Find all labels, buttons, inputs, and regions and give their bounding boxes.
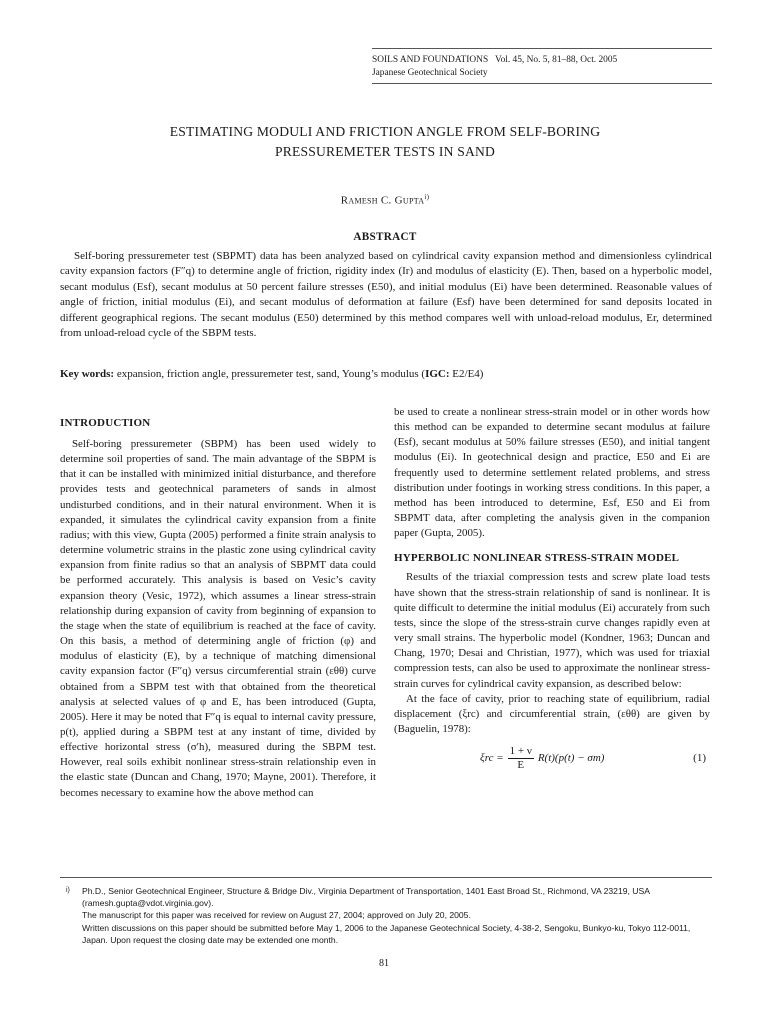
equation-numerator: 1 + ν: [509, 744, 532, 757]
introduction-heading: INTRODUCTION: [60, 417, 151, 429]
keywords-list: expansion, friction angle, pressuremeter test, sand, Young’s modulus (: [114, 368, 426, 380]
equation-lhs: ξrc =: [480, 751, 504, 764]
equation-denominator: E: [517, 758, 525, 771]
hyperbolic-model-paragraph-1: Results of the triaxial compression tests and screw plate load tests have shown that the stress-strain relationship of sand is nonlinear. It is quite difficult to determine the initial modulus (Ei) accurately from such tests, since the slope of the stress-strain curve changes rapidly even at very small strains. The hyperbolic model (Kondner, 1963; Duncan and Chang, 1970; Desai and Christian, 1977), which was used for triaxial compression tests, can also be used to approximate the nonlinear stress-strain curves for cylindrical cavity expansion, as described below:: [394, 571, 710, 690]
footnote-discussion: Written discussions on this paper should be submitted before May 1, 2006 to the Japanese Geotechnical Society, 4-38-2, Sengoku, Bunkyo-ku, Tokyo 112-0011, Japan. Upon request the closing date may be extended one month.: [82, 922, 691, 945]
footnote-received: The manuscript for this paper was received for review on August 27, 2004; approved on July 20, 2005.: [82, 910, 471, 921]
equation-1: [394, 741, 710, 775]
hyperbolic-model-heading: HYPERBOLIC NONLINEAR STRESS-STRAIN MODEL: [394, 552, 680, 565]
paper-title-line-1: ESTIMATING MODULI AND FRICTION ANGLE FROM SELF-BORING: [169, 124, 601, 139]
equation-fraction: [508, 745, 534, 772]
right-column: [394, 405, 710, 775]
keywords: [60, 367, 712, 382]
paper-title: [60, 122, 710, 162]
page-number: 81: [379, 958, 389, 969]
author-footnote-mark: i): [424, 193, 430, 201]
keywords-label: Key words:: [60, 368, 115, 380]
journal-citation: SOILS AND FOUNDATIONS Vol. 45, No. 5, 81–88, Oct. 2005: [372, 55, 618, 65]
author-line: [60, 193, 710, 207]
introduction-continued-paragraph: be used to create a nonlinear stress-strain model or in other words how this method can be expanded to determine secant modulus at failure (Esf), secant modulus at 50% failure stresses (E50), and initial tangent modulus (Ei). In geotechnical design and practice, E50 and Ei are frequently used to determine settlement related problems, and stress distribution under footings in working stress conditions. In this paper, a method has been introduced to determine, Esf, E50 and Ei from SBPMT data, after completing the analysis given in the companion paper (Gupta, 2005).: [394, 406, 710, 540]
footnote-mark: i): [66, 887, 70, 894]
left-column: [60, 416, 376, 801]
abstract-text: Self-boring pressuremeter test (SBPMT) data has been analyzed based on cylindrical cavity expansion method and dimensionless cylindrical cavity expansion factors (F″q) to determine angle of friction, rigidity index (Ir) and modulus of elasticity (E). Then, based on a hyperbolic model, secant modulus (Esf), secant modulus at 50 percent failure stresses (E50), and initial modulus (Ei) have been determined. Reasonable values of angle of friction, initial modulus (Ei), and secant modulus of deformation at failure (Esf) have been determined for sand deposits located in different geographical regions. The secant modulus (E50) determined by this method compares well with unload-reload modulus, Er, determined from unload-reload cycle of the SBPM tests.: [60, 250, 712, 340]
hyperbolic-model-paragraph-2: At the face of cavity, prior to reaching state of equilibrium, radial displacement (ξrc) and circumferential strain, (εθθ) are given by (Baguelin, 1978):: [394, 692, 710, 735]
journal-society: Japanese Geotechnical Society: [372, 68, 488, 78]
equation-rhs: R(t)(p(t) − σm): [537, 751, 605, 764]
header-rule: [372, 83, 712, 84]
igc-value: E2/E4): [449, 368, 484, 380]
introduction-paragraph: Self-boring pressuremeter (SBPM) has been used widely to determine soil properties of sand. The main advantage of the SBPM is that it can be installed with minimized initial disturbance, and therefore provides tests and geotechnical parameters of sands in almost undisturbed conditions, and in their natural environment. When it is expanded, it simulates the cylindrical cavity expansion from a finite radius; with this view, Gupta (2005) performed a finite strain analysis to determine volumetric strains in the plastic zone using cylindrical cavity expansion from finite radius so that an analysis of SBPMT data could be performed accurately. This analysis is based on Vesic’s cavity expansion theory (Vesic, 1972), which assumes a linear stress-strain relationship during expansion of cavity from beginning of expansion to the stage when the state of equilibrium is reached at the face of cavity. On this basis, a method of determining angle of friction (φ) and modulus of elasticity (E), by a technique of matching dimensional cavity expansion factor (F″q) versus circumferential strain (εθθ) curve obtained from a SBPM test with that obtained from the theoretical analysis at selected values of φ and E, has been introduced (Gupta, 2005). Here it may be noted that F″q is equal to internal cavity pressure, p(t), applied during a SBPM test at any instant of time, divided by effective horizontal stress (σ′h), measured during the SBPM test. However, real soils exhibit nonlinear stress-strain relationship even in the elastic state (Duncan and Chang, 1970; Mayne, 2001). Therefore, it becomes necessary to examine how the above method can: [60, 438, 376, 799]
paper-title-line-2: PRESSUREMETER TESTS IN SAND: [274, 144, 496, 159]
journal-header: [372, 48, 712, 84]
author-name: Ramesh C. Gupta: [340, 194, 425, 207]
abstract-heading: ABSTRACT: [353, 231, 417, 243]
footnote-author: [60, 885, 712, 909]
footnotes: [60, 877, 712, 946]
equation-body: [480, 745, 604, 772]
igc-label: IGC:: [425, 368, 450, 380]
equation-number: (1): [693, 751, 706, 764]
footnote-affiliation: Ph.D., Senior Geotechnical Engineer, Structure & Bridge Div., Virginia Department of Transportation, 1401 East Broad St., Richmond, VA 23219, USA (ramesh.gupta@vdot.virginia.gov).: [82, 886, 650, 909]
